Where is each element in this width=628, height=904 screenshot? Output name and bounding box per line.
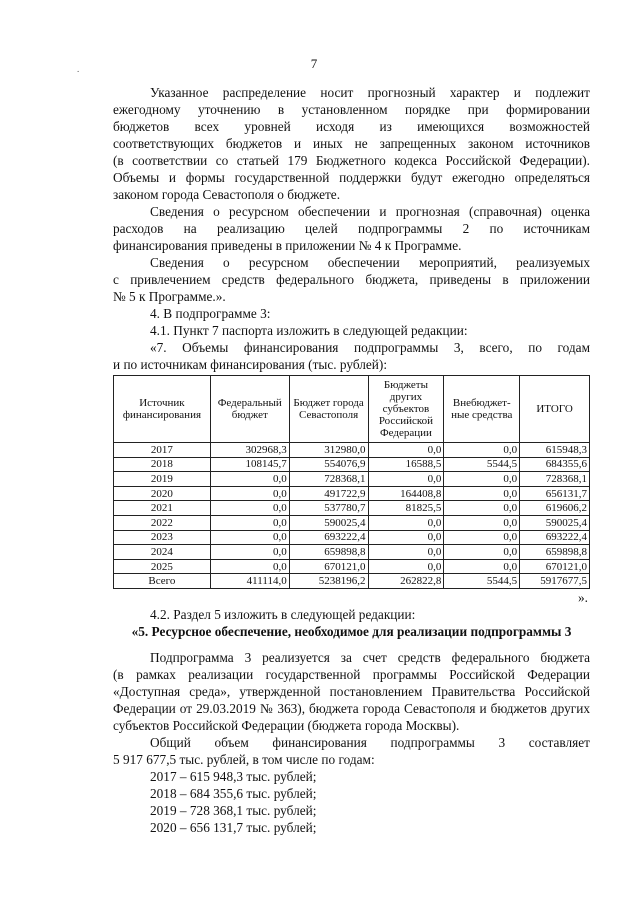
row-label-cell: 2019 (114, 472, 211, 487)
value-cell: 0,0 (368, 472, 444, 487)
value-cell: 491722,9 (289, 486, 368, 501)
row-label-cell: 2020 (114, 486, 211, 501)
para4-line: Федерации от 29.03.2019 № 363), бюджета города Севастополя и бюджетов других (113, 700, 590, 716)
closing-quote: ». (578, 589, 588, 605)
value-cell: 656131,7 (520, 486, 590, 501)
para2-line: финансирования приведены в приложении № 4 к Программе. (113, 238, 462, 253)
col-header: Федеральный бюджет (210, 376, 289, 443)
para4-line: (в рамках реализации государственной программы Российской Федерации (113, 666, 590, 682)
value-cell: 0,0 (444, 545, 520, 560)
para1-line: ежегодному уточнению в установленном порядке при формировании (113, 102, 590, 117)
value-cell: 164408,8 (368, 486, 444, 501)
quote7-line: и по источникам финансирования (тыс. рублей): (113, 357, 388, 372)
table-row (114, 457, 590, 472)
value-cell: 0,0 (210, 486, 289, 501)
col-header: Бюджет города Севастополя (289, 376, 368, 443)
col-header: Бюджеты других субъектов Российской Федерации (368, 376, 444, 443)
value-cell: 659898,8 (520, 545, 590, 560)
para1-line: законом города Севастополя о бюджете. (113, 187, 341, 202)
value-cell: 615948,3 (520, 443, 590, 458)
value-cell: 0,0 (444, 515, 520, 530)
row-label-cell: 2018 (114, 457, 211, 472)
value-cell: 684355,6 (520, 457, 590, 472)
value-cell: 0,0 (210, 501, 289, 516)
row-label-cell: 2024 (114, 545, 211, 560)
value-cell: 0,0 (368, 515, 444, 530)
value-cell: 693222,4 (520, 530, 590, 545)
value-cell: 16588,5 (368, 457, 444, 472)
section-5-title: «5. Ресурсное обеспечение, необходимое для реализации подпрограммы 3 (131, 623, 572, 639)
value-cell: 728368,1 (289, 472, 368, 487)
table-row (114, 472, 590, 487)
para1-line: (в соответствии со статьей 179 Бюджетного кодекса Российской Федерации). (113, 153, 590, 168)
year-line: 2020 – 656 131,7 тыс. рублей; (150, 819, 317, 835)
value-cell: 590025,4 (520, 515, 590, 530)
value-cell: 670121,0 (520, 559, 590, 574)
para4-line: Подпрограмма 3 реализуется за счет средств федерального бюджета (150, 649, 590, 665)
value-cell: 0,0 (444, 501, 520, 516)
value-cell: 108145,7 (210, 457, 289, 472)
year-line: 2018 – 684 355,6 тыс. рублей; (150, 785, 317, 801)
para3-line: № 5 к Программе.». (113, 289, 226, 304)
para2-line: Сведения о ресурсном обеспечении и прогнозная (справочная) оценка (150, 204, 590, 219)
table-row (114, 574, 590, 589)
value-cell: 5544,5 (444, 457, 520, 472)
value-cell: 670121,0 (289, 559, 368, 574)
scan-mark: . (77, 64, 80, 74)
table-row (114, 486, 590, 501)
value-cell: 554076,9 (289, 457, 368, 472)
para5-line: 5 917 677,5 тыс. рублей, в том числе по годам: (113, 751, 375, 767)
col-header: Источник финансирования (114, 376, 211, 443)
value-cell: 0,0 (368, 559, 444, 574)
para4-line: «Доступная среда», утвержденной постановлением Правительства Российской (113, 683, 590, 699)
value-cell: 5544,5 (444, 574, 520, 589)
para1-line: Объемы и формы государственной поддержки будут ежегодно определяться (113, 170, 590, 185)
item-4-1: 4.1. Пункт 7 паспорта изложить в следующей редакции: (150, 323, 468, 338)
value-cell: 5917677,5 (520, 574, 590, 589)
table-row (114, 545, 590, 560)
para4-line: субъектов Российской Федерации (бюджета города Москвы). (113, 717, 460, 733)
value-cell: 590025,4 (289, 515, 368, 530)
value-cell: 0,0 (210, 559, 289, 574)
row-label-cell: 2017 (114, 443, 211, 458)
value-cell: 0,0 (210, 545, 289, 560)
value-cell: 0,0 (368, 530, 444, 545)
value-cell: 5238196,2 (289, 574, 368, 589)
value-cell: 81825,5 (368, 501, 444, 516)
table-row (114, 530, 590, 545)
para1-line: Указанное распределение носит прогнозный характер и подлежит (150, 85, 590, 100)
value-cell: 262822,8 (368, 574, 444, 589)
col-header: Внебюджет-ные средства (444, 376, 520, 443)
table-row (114, 443, 590, 458)
value-cell: 0,0 (210, 530, 289, 545)
table-row (114, 559, 590, 574)
value-cell: 0,0 (210, 515, 289, 530)
value-cell: 619606,2 (520, 501, 590, 516)
value-cell: 693222,4 (289, 530, 368, 545)
value-cell: 0,0 (444, 530, 520, 545)
value-cell: 0,0 (210, 472, 289, 487)
value-cell: 0,0 (368, 545, 444, 560)
value-cell: 0,0 (444, 472, 520, 487)
year-line: 2019 – 728 368,1 тыс. рублей; (150, 802, 317, 818)
value-cell: 0,0 (444, 559, 520, 574)
para3-line: Сведения о ресурсном обеспечении мероприятий, реализуемых (150, 255, 590, 270)
para1-line: бюджетов всех уровней исходя из имеющихся возможностей (113, 119, 590, 134)
item-4-2: 4.2. Раздел 5 изложить в следующей редакции: (150, 606, 416, 622)
value-cell: 312980,0 (289, 443, 368, 458)
value-cell: 537780,7 (289, 501, 368, 516)
value-cell: 411114,0 (210, 574, 289, 589)
table-header-row (114, 376, 590, 443)
value-cell: 728368,1 (520, 472, 590, 487)
para3-line: с привлечением средств федерального бюджета, приведены в приложении (113, 272, 590, 287)
row-label-cell: 2021 (114, 501, 211, 516)
financing-table (113, 375, 590, 589)
row-label-cell: 2023 (114, 530, 211, 545)
table-row (114, 515, 590, 530)
row-label-cell: 2022 (114, 515, 211, 530)
para1-line: соответствующих бюджетов и иных не запрещенных законом источников (113, 136, 590, 151)
para2-line: расходов на реализацию целей подпрограммы 2 по источникам (113, 221, 590, 236)
year-line: 2017 – 615 948,3 тыс. рублей; (150, 768, 317, 784)
value-cell: 0,0 (368, 443, 444, 458)
quote7-line: «7. Объемы финансирования подпрограммы 3, всего, по годам (150, 340, 590, 355)
col-header: ИТОГО (520, 376, 590, 443)
row-label-cell: Всего (114, 574, 211, 589)
value-cell: 0,0 (444, 443, 520, 458)
para5-line: Общий объем финансирования подпрограммы 3 составляет (150, 734, 590, 750)
row-label-cell: 2025 (114, 559, 211, 574)
table-row (114, 501, 590, 516)
value-cell: 0,0 (444, 486, 520, 501)
value-cell: 659898,8 (289, 545, 368, 560)
page-number: 7 (310, 56, 318, 71)
value-cell: 302968,3 (210, 443, 289, 458)
item-4: 4. В подпрограмме 3: (150, 306, 271, 321)
document-body (113, 84, 590, 836)
